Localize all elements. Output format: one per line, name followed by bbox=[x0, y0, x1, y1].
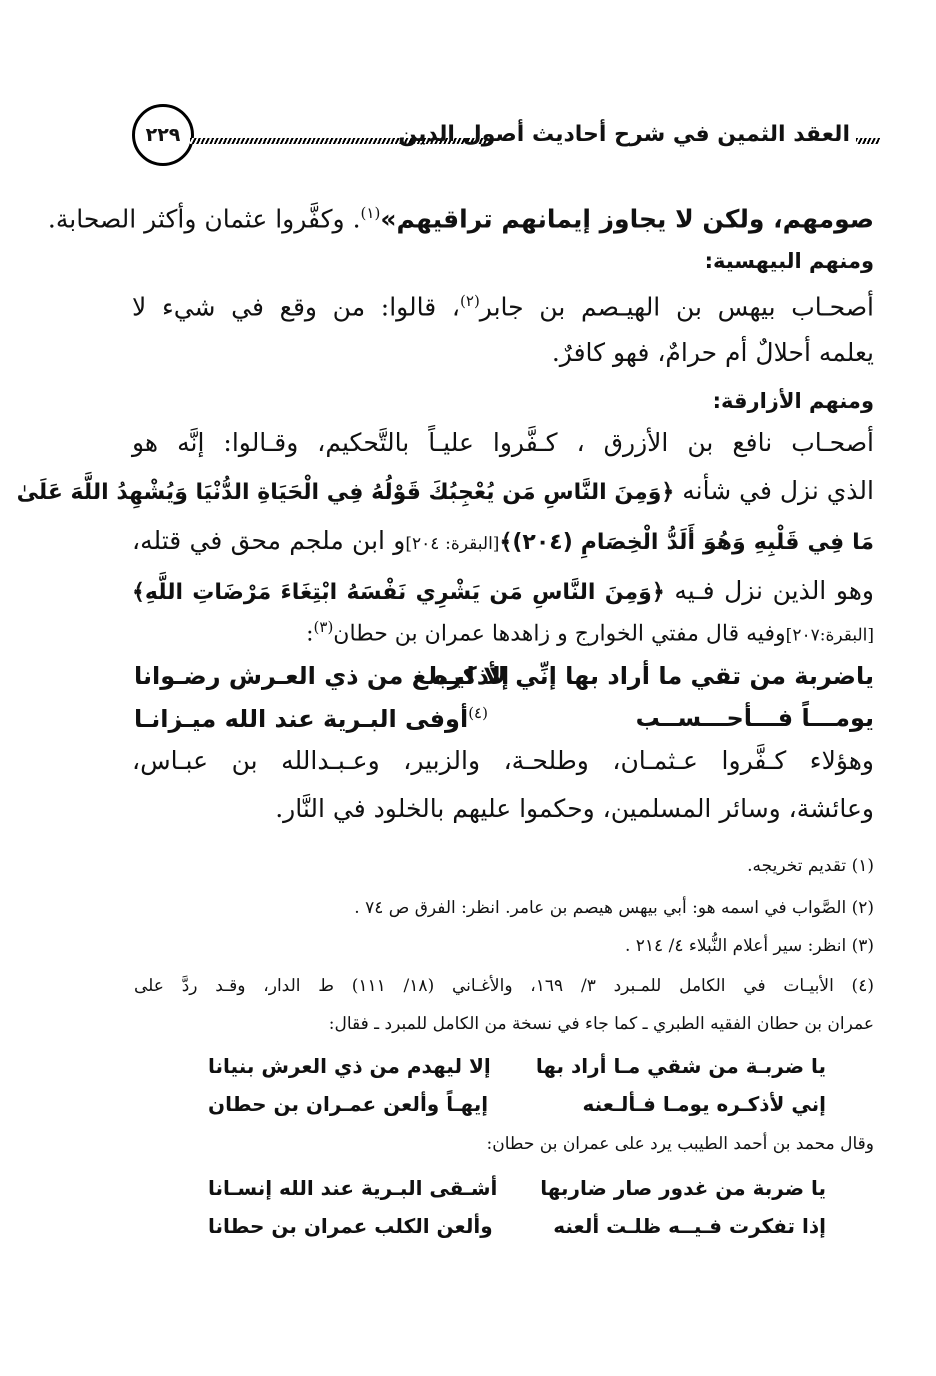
body-line-9: وهؤلاء كـفَّروا عـثمـان، وطلحـة، والزبير، وعـبـدالله بن عبـاس، bbox=[132, 746, 874, 775]
body-line-6 bbox=[132, 524, 874, 561]
poem-verse-2-left: $^{(٤)}$أوفى البـرية عند الله ميـزانـا bbox=[134, 704, 488, 733]
body-line-5 bbox=[16, 474, 874, 510]
page-header bbox=[128, 104, 880, 184]
footnote-2: (٢) الصَّواب في اسمه هو: أبي بيهس هيصم بن عامر. انظر: الفرق ص ٧٤ . bbox=[354, 898, 874, 918]
footnote-poem-3-right: يا ضربة من غدور صار ضاربها bbox=[540, 1176, 826, 1200]
footnote-ref-3: (٣) bbox=[313, 618, 334, 636]
footnote-poem-2-right: إني لأذكـره يومـا فـألـعنه bbox=[582, 1092, 826, 1116]
poem-verse-1-left: إلا ليـبلغ من ذي العـرش رضـوانا bbox=[134, 662, 510, 690]
footnote-ref-4: (٤) bbox=[468, 704, 488, 722]
body-text: وهو الذين نزل فـيه bbox=[674, 576, 874, 605]
footnote-poem-2-left: إيهـاً وألعن عمـران بن حطان bbox=[208, 1092, 489, 1116]
body-line-8 bbox=[306, 610, 874, 652]
quran-verse: ﴿وَمِنَ النَّاسِ مَن يَشْرِي نَفْسَهُ ابْتِغَاءَ مَرْضَاتِ اللَّهِ﴾ bbox=[132, 580, 665, 605]
body-text: . وكفَّروا عثمان وأكثر الصحابة. bbox=[47, 204, 361, 234]
header-ornament-short bbox=[856, 138, 880, 144]
body-text: وفيه قال مفتي الخوارج و زاهدها عمران بن حطان bbox=[333, 621, 786, 647]
hadith-quote: صومهم، ولكن لا يجاوز إيمانهم تراقيهم» bbox=[380, 204, 874, 234]
body-text: ، قالوا: من وقع في شيء لا bbox=[132, 292, 461, 322]
page-number: ٢٢٩ bbox=[132, 104, 194, 166]
body-text: الذي نزل في شأنه bbox=[682, 476, 874, 505]
footnote-4: (٤) الأبيـات في الكامل للمـبرد ٣/ ١٦٩، والأغـاني (١٨/ ١١١) ط الدار، وقـد ردَّ على bbox=[134, 976, 874, 996]
body-line-4: أصحـاب نافع بن الأزرق ، كـفَّروا عليـاً بالتَّحكيم، وقـالوا: إنَّه هو bbox=[132, 428, 874, 457]
body-text: و ابن ملجم محق في قتله، bbox=[132, 526, 406, 555]
footnote-poem-1-right: يا ضربـة من شقي مـا أراد بها bbox=[535, 1054, 826, 1078]
footnote-3: (٣) انظر: سير أعلام النُّبلاء ٤/ ٢١٤ . bbox=[624, 936, 874, 956]
body-line-7 bbox=[132, 574, 874, 610]
footnote-ref-2: (٢) bbox=[460, 292, 480, 310]
body-line-2 bbox=[132, 284, 874, 324]
verse-reference: [البقرة:٢٠٧] bbox=[785, 625, 874, 646]
poem-verse-1-right: ياضربة من تقي ما أراد بها إنِّي لأذكره bbox=[433, 662, 874, 690]
footnote-poem-4-right: إذا تفكرت فـيــه ظلـت ألعنه bbox=[553, 1214, 826, 1238]
body-text: : bbox=[306, 621, 314, 647]
quran-verse: ﴿وَمِنَ النَّاسِ مَن يُعْجِبُكَ قَوْلُهُ فِي الْحَيَاةِ الدُّنْيَا وَيُشْهِدُ اللَّهَ عَلَىٰ bbox=[16, 480, 675, 505]
body-line-1 bbox=[47, 196, 874, 236]
footnote-1: (١) تقديم تخريجه. bbox=[747, 856, 874, 876]
footnote-4-continued: عمران بن حطان الفقيه الطبري ـ كما جاء في نسخة من الكامل للمبرد ـ فقال: bbox=[328, 1014, 874, 1034]
section-heading-azariqa: ومنهم الأزارقة: bbox=[712, 389, 874, 413]
footnote-5: وقال محمد بن أحمد الطيبب يرد على عمران بن حطان: bbox=[486, 1134, 874, 1154]
quran-verse: مَا فِي قَلْبِهِ وَهُوَ أَلَدُّ الْخِصَامِ (٢٠٤)﴾ bbox=[499, 530, 874, 555]
body-line-10: وعائشة، وسائر المسلمين، وحكموا عليهم بالخلود في النَّار. bbox=[275, 794, 874, 823]
footnote-poem-4-left: وألعن الكلب عمران بن حطانا bbox=[208, 1214, 493, 1238]
section-heading-bayhasiyya: ومنهم البيهسية: bbox=[704, 249, 874, 273]
body-text: أصحـاب بيهس بن الهيـصم بن جابر bbox=[479, 292, 874, 322]
verse-reference: [البقرة: ٢٠٤] bbox=[405, 534, 500, 554]
footnote-poem-1-left: إلا ليهدم من ذي العرش بنيانا bbox=[208, 1054, 491, 1078]
running-title: العقد الثمين في شرح أحاديث أصول الدين bbox=[398, 122, 850, 147]
footnote-ref-1: (١) bbox=[360, 204, 381, 222]
poem-verse-2-right: يومـــاً فـــأحـــســب bbox=[635, 704, 874, 732]
body-line-3: يعلمه أحلالٌ أم حرامٌ، فهو كافرٌ. bbox=[551, 338, 874, 367]
footnote-poem-3-left: أشـقى البـرية عند الله إنسـانا bbox=[208, 1176, 498, 1200]
